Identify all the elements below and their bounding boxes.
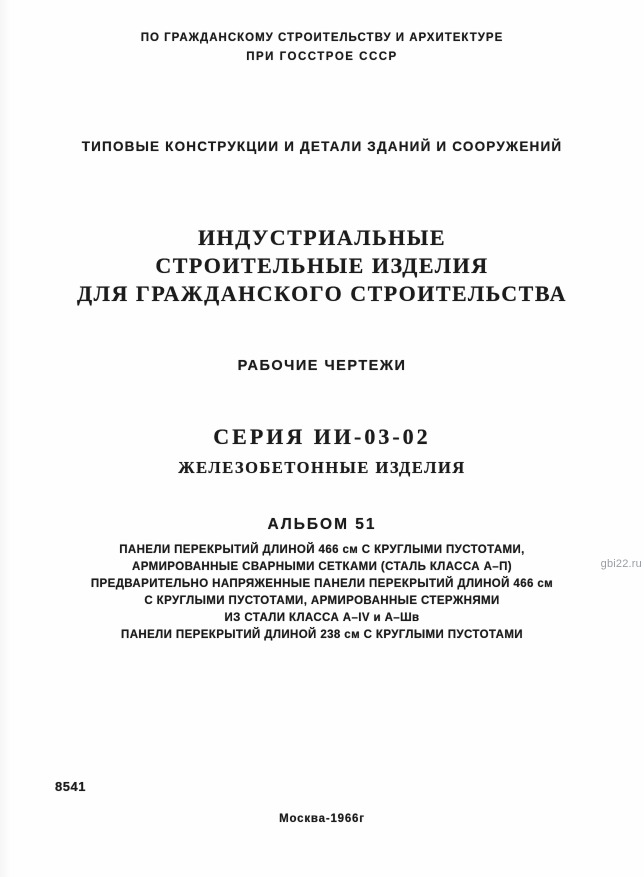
typical-structures-header: ТИПОВЫЕ КОНСТРУКЦИИ И ДЕТАЛИ ЗДАНИЙ И СООРУЖЕНИЙ	[81, 139, 563, 154]
org-header-line1: ПО ГРАЖДАНСКОМУ СТРОИТЕЛЬСТВУ И АРХИТЕКТУРЕ	[140, 32, 504, 44]
main-title-line2: СТРОИТЕЛЬНЫЕ ИЗДЕЛИЯ	[155, 253, 489, 278]
album-contents-line: С КРУГЛЫМИ ПУСТОТАМИ, АРМИРОВАННЫЕ СТЕРЖНЯМИ	[144, 595, 500, 607]
album-contents-line: ПАНЕЛИ ПЕРЕКРЫТИЙ ДЛИНОЙ 466 см С КРУГЛЫМИ ПУСТОТАМИ,	[119, 544, 525, 556]
album-contents-line: АРМИРОВАННЫЕ СВАРНЫМИ СЕТКАМИ (СТАЛЬ КЛАССА А–П)	[132, 561, 512, 573]
main-title	[0, 224, 644, 308]
working-drawings-label: РАБОЧИЕ ЧЕРТЕЖИ	[237, 358, 407, 374]
album-contents-line: ПАНЕЛИ ПЕРЕКРЫТИЙ ДЛИНОЙ 238 см С КРУГЛЫМИ ПУСТОТАМИ	[121, 629, 523, 641]
series-subtitle: ЖЕЛЕЗОБЕТОННЫЕ ИЗДЕЛИЯ	[178, 458, 466, 477]
imprint-moscow-year: Москва-1966г	[279, 813, 365, 825]
site-watermark: gbi22.ru	[600, 558, 642, 570]
series-code: СЕРИЯ ИИ-03-02	[213, 424, 431, 449]
album-contents	[0, 542, 644, 644]
album-contents-line: ПРЕДВАРИТЕЛЬНО НАПРЯЖЕННЫЕ ПАНЕЛИ ПЕРЕКРЫТИЙ ДЛИНОЙ 466 см	[90, 578, 554, 590]
main-title-line3: ДЛЯ ГРАЖДАНСКОГО СТРОИТЕЛЬСТВА	[76, 281, 568, 306]
org-header-line2: ПРИ ГОССТРОЕ СССР	[246, 51, 398, 63]
main-title-line1: ИНДУСТРИАЛЬНЫЕ	[197, 225, 447, 250]
print-order-code: 8541	[55, 779, 86, 794]
album-contents-line: ИЗ СТАЛИ КЛАССА А–IV и А–Шв	[224, 612, 420, 624]
album-heading: АЛЬБОМ 51	[267, 516, 377, 533]
